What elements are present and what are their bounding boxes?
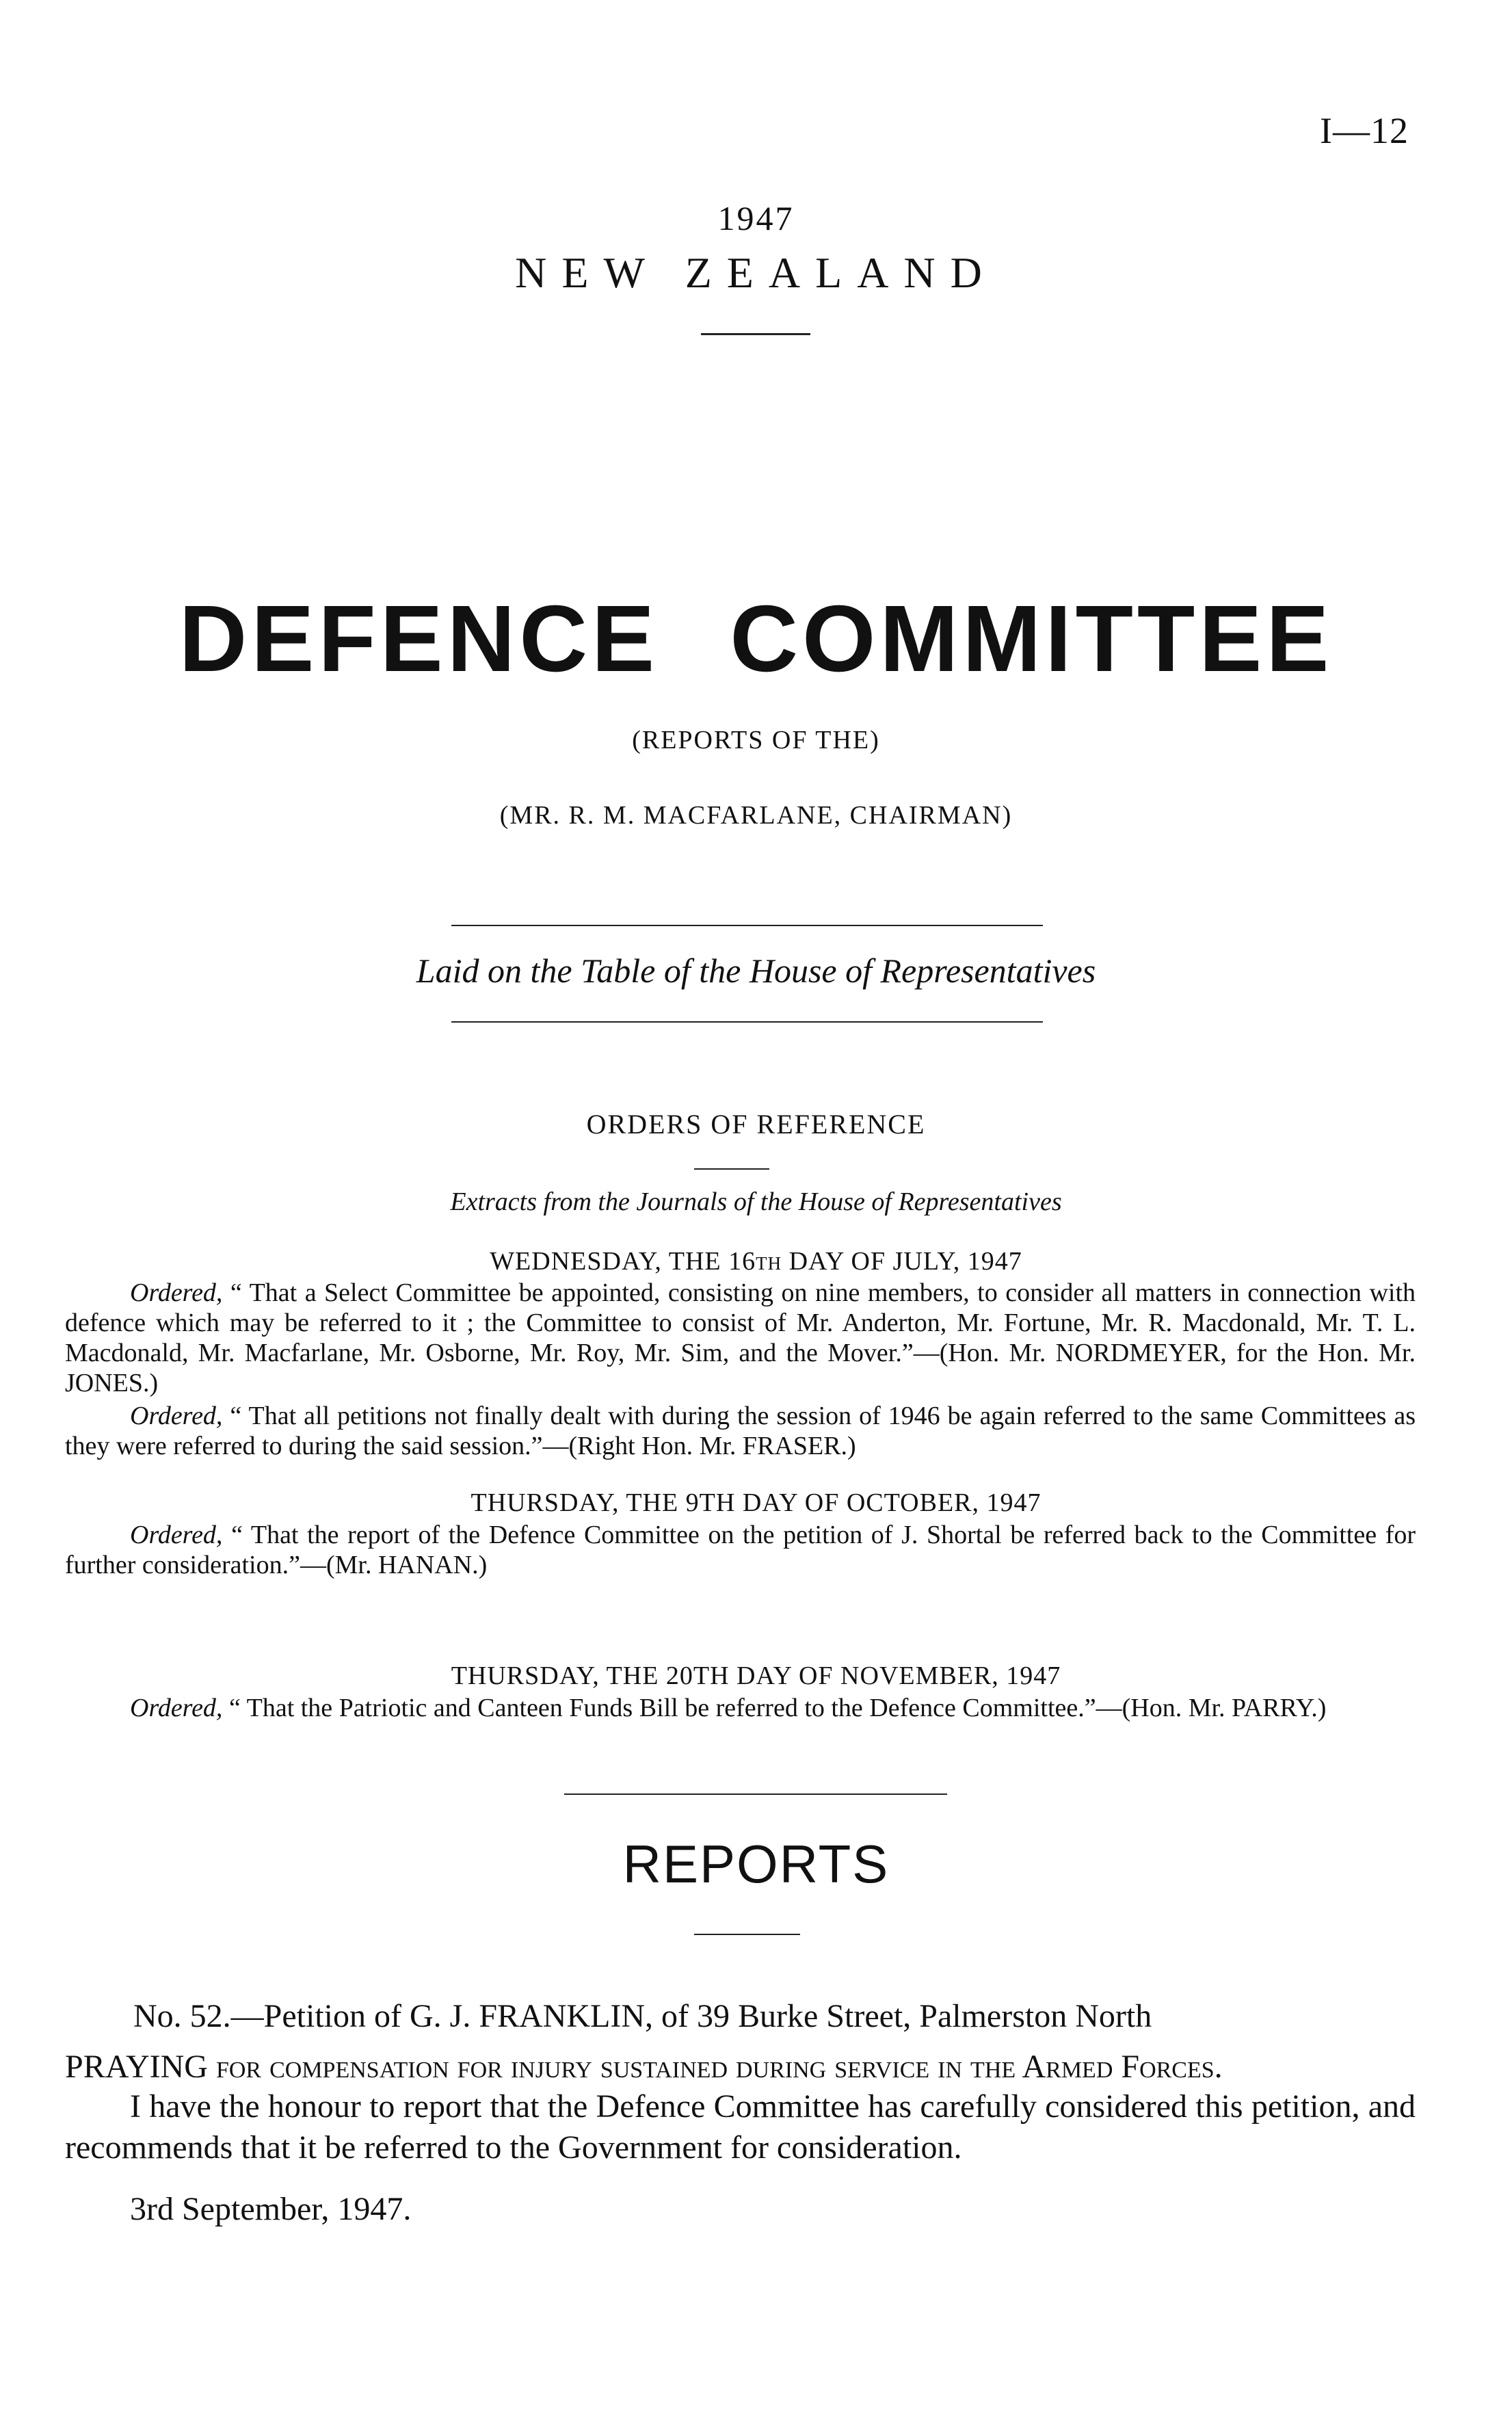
order-paragraph	[65, 1520, 1416, 1581]
petition-title-text: No. 52.—Petition of G. J. FRANKLIN, of 39 Burke Street, Palmerston North	[133, 1998, 1152, 2034]
order-text: “ That all petitions not finally dealt with during the session of 1946 be again referred to the same Committees as they were referred to during the said session.”—(Right Hon. Mr. FRASER.)	[65, 1402, 1416, 1460]
report-body	[65, 2086, 1416, 2168]
year: 1947	[717, 199, 795, 237]
order-text: “ That the Patriotic and Canteen Funds Bill be referred to the Defence Committee.”—(Hon. Mr. PARRY.)	[228, 1694, 1327, 1722]
report-date	[65, 2189, 1416, 2230]
report-date-text: 3rd September, 1947.	[130, 2191, 412, 2227]
orders-rule	[694, 1168, 769, 1170]
laid-rule-top	[451, 925, 1043, 926]
page-reference: I—12	[1320, 110, 1409, 151]
petition-praying: PRAYING for compensation for injury sustained during service in the Armed Forces.	[65, 2049, 1223, 2085]
order-paragraph	[65, 1693, 1416, 1755]
order-paragraph	[65, 1278, 1416, 1399]
chairman-subtitle: (MR. R. M. MACFARLANE, CHAIRMAN)	[499, 801, 1013, 830]
ordered-label: Ordered,	[130, 1521, 223, 1549]
order-paragraph	[65, 1401, 1416, 1462]
ordered-label: Ordered,	[130, 1694, 223, 1722]
petition-title	[65, 1996, 1416, 2037]
order-text: “ That the report of the Defence Committee on the petition of J. Shortal be referred back to the Committee for further consideration.”—(Mr. HANAN.)	[65, 1521, 1416, 1579]
reports-heading: REPORTS	[622, 1834, 890, 1894]
journals-extract: Extracts from the Journals of the House of Representatives	[450, 1187, 1062, 1216]
order-date: THURSDAY, THE 9TH DAY OF OCTOBER, 1947	[470, 1488, 1042, 1517]
report-body-text: I have the honour to report that the Defence Committee has carefully considered this petition, and recommends that it be referred to the Government for consideration.	[65, 2088, 1416, 2166]
reports-rule	[694, 1934, 800, 1935]
country-heading: NEW ZEALAND	[515, 248, 997, 297]
order-date: WEDNESDAY, THE 16th DAY OF JULY, 1947	[490, 1247, 1022, 1276]
order-text: “ That a Select Committee be appointed, consisting on nine members, to consider all matters in connection with defence which may be referred to it ; the Committee to consist of Mr. Anderton, Mr. Fortune, Mr. R. Macdonald, Mr. T. L. Macdonald, Mr. Macfarlane, Mr. Osborne, Mr. Roy, Mr. Sim, and the Mover.”—(Hon. Mr. NORDMEYER, for the Hon. Mr. JONES.)	[65, 1278, 1416, 1397]
reports-rule-top	[564, 1793, 947, 1795]
document-title: DEFENCE COMMITTEE	[178, 586, 1334, 692]
laid-rule-bottom	[451, 1021, 1043, 1023]
order-date: THURSDAY, THE 20TH DAY OF NOVEMBER, 1947	[451, 1661, 1061, 1690]
laid-on-table: Laid on the Table of the House of Representatives	[416, 951, 1096, 990]
ordered-label: Ordered,	[130, 1278, 223, 1307]
header-rule	[701, 333, 810, 335]
ordered-label: Ordered,	[130, 1402, 223, 1430]
reports-of-subtitle: (REPORTS OF THE)	[632, 726, 880, 754]
orders-heading: ORDERS OF REFERENCE	[586, 1109, 926, 1140]
